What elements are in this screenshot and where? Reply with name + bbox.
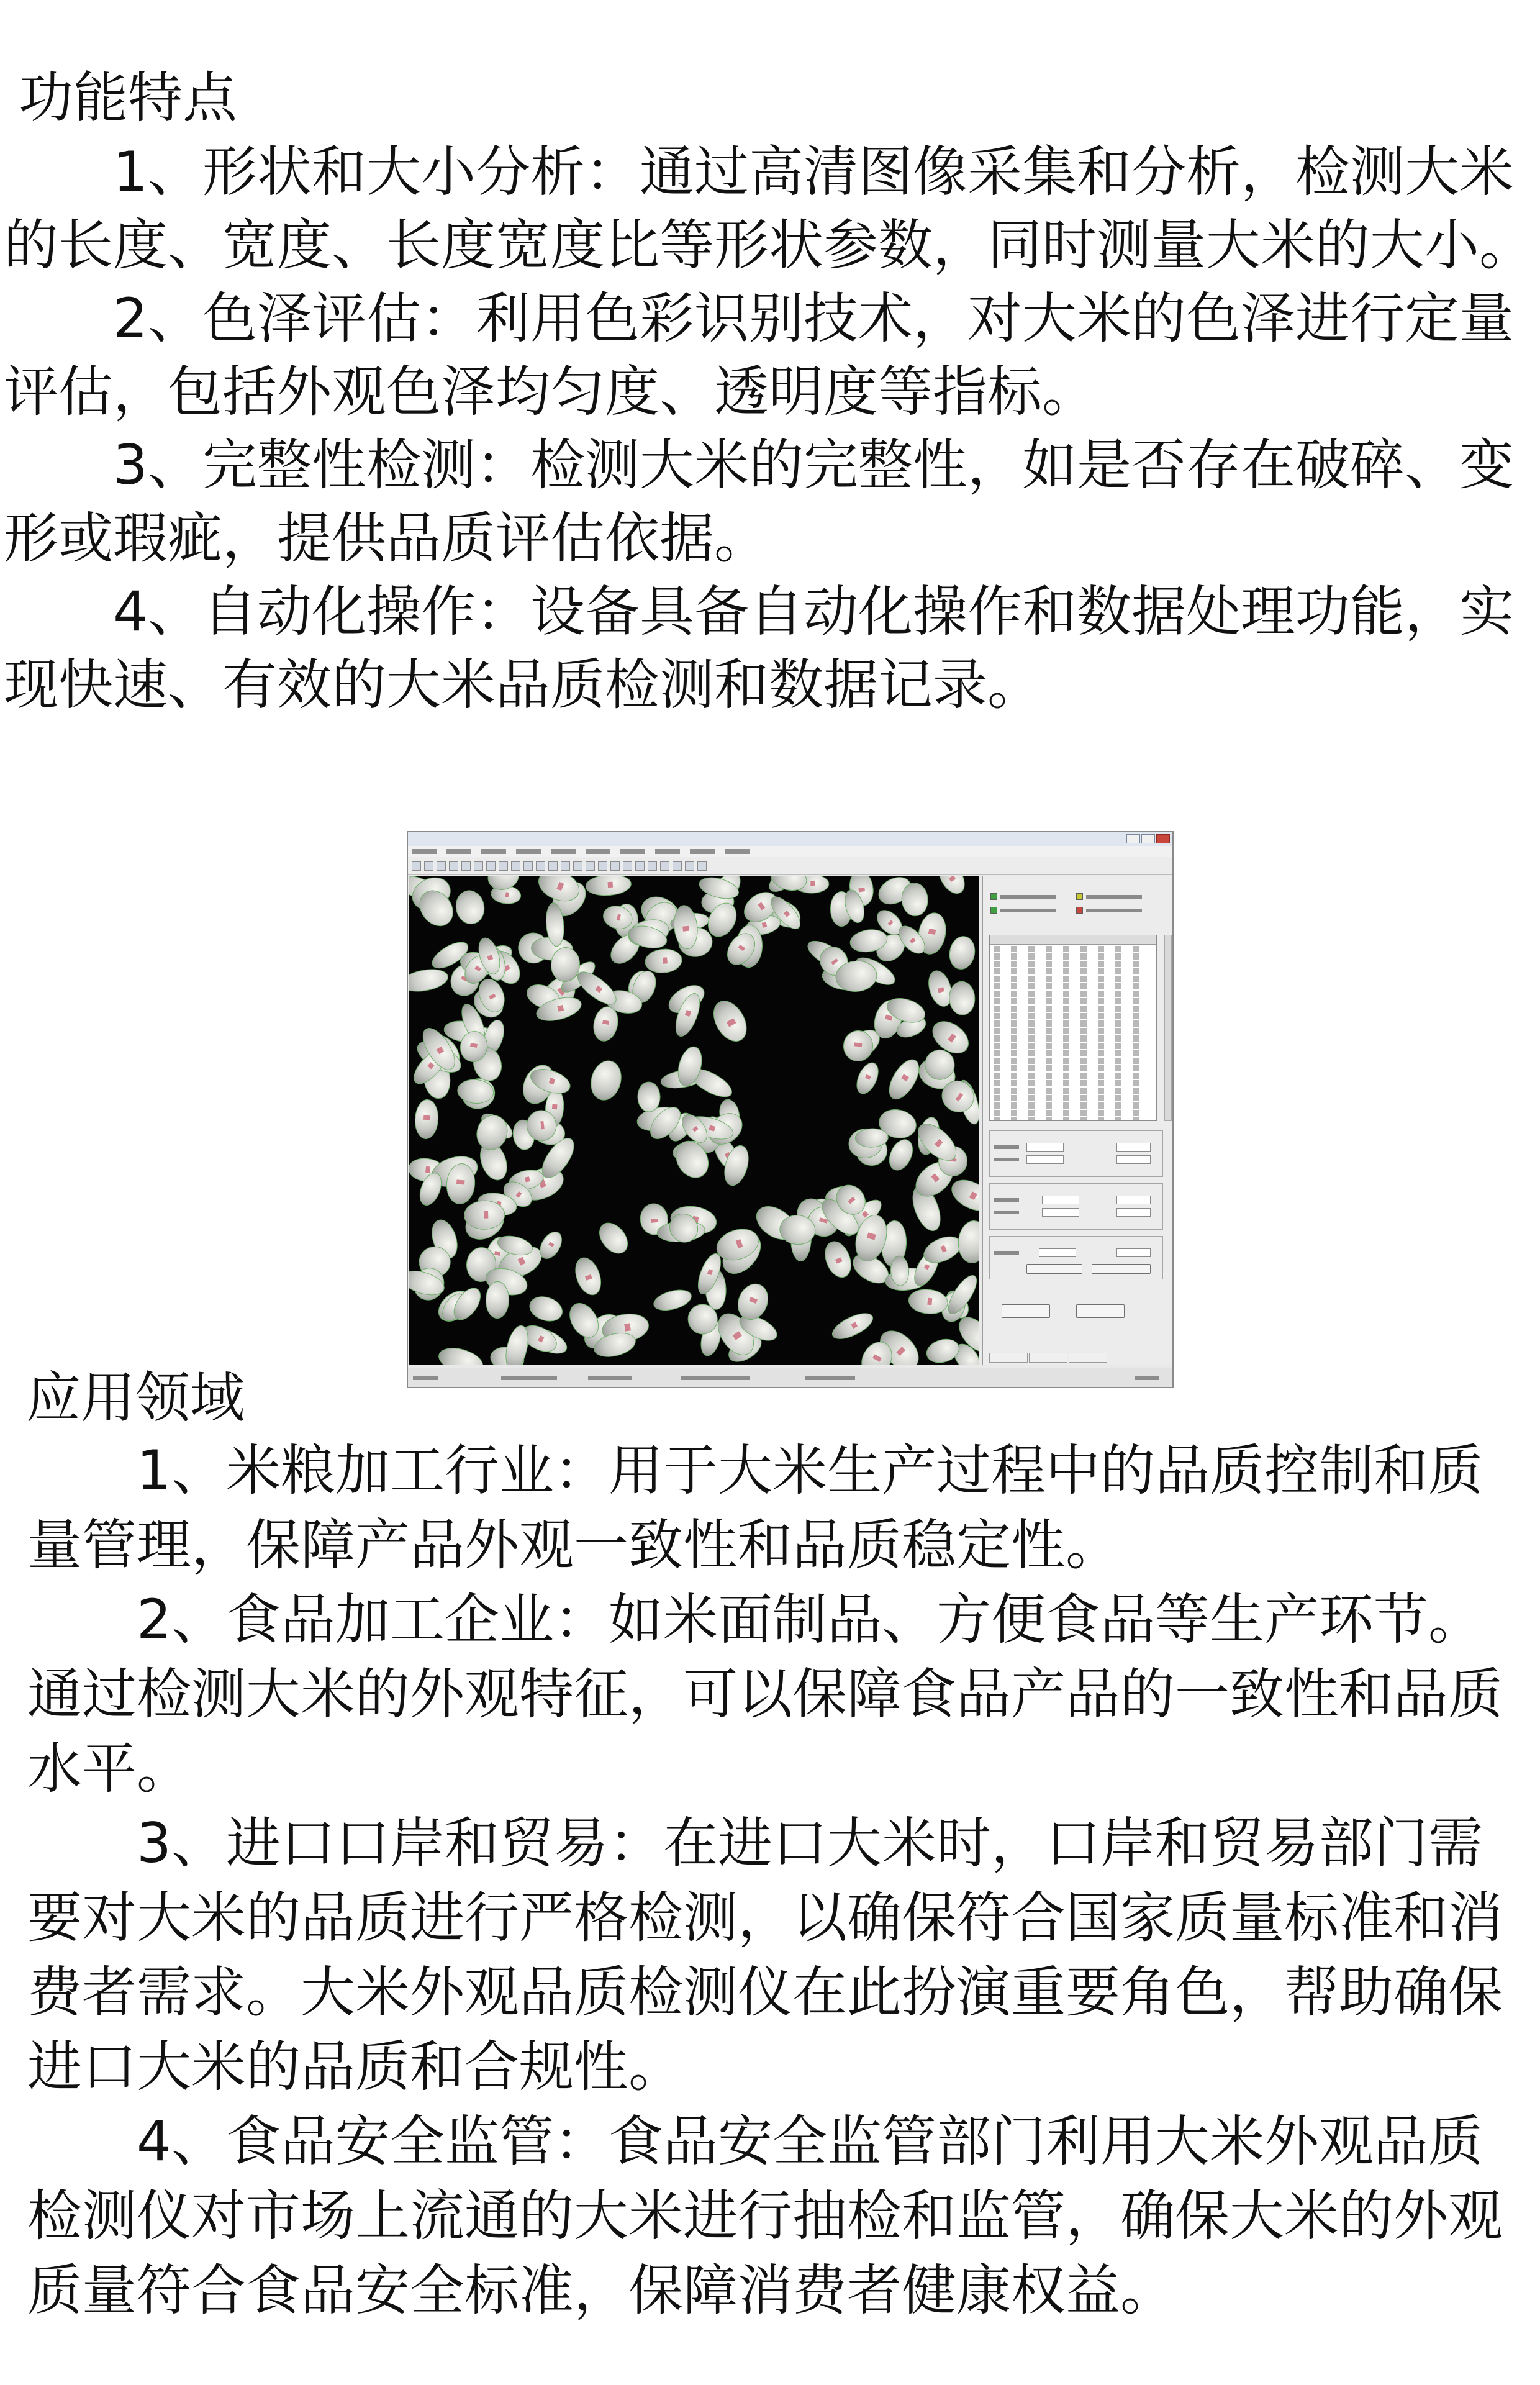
apply-button[interactable]	[1092, 1264, 1151, 1274]
menu-item[interactable]	[620, 849, 645, 854]
feature-item-4: 4、自动化操作：设备具备自动化操作和数据处理功能，实现快速、有效的大米品质检测和数据记录。	[4, 579, 1514, 717]
features-heading: 功能特点	[19, 66, 238, 130]
table-row	[994, 953, 1149, 960]
grain-label	[692, 1127, 699, 1133]
maximize-icon[interactable]	[1141, 834, 1155, 843]
rice-grain	[956, 1219, 979, 1265]
grain-label	[733, 1331, 742, 1340]
field-label	[994, 1251, 1019, 1255]
rice-grain	[585, 876, 632, 897]
toolbar-icon[interactable]	[573, 861, 582, 871]
window-title-bar	[408, 832, 1172, 847]
grain-label	[858, 887, 865, 892]
cancel-button[interactable]	[1076, 1304, 1125, 1318]
rice-analyzer-screenshot	[407, 831, 1174, 1388]
option-label	[1086, 895, 1142, 899]
menu-item[interactable]	[690, 849, 715, 854]
grain-label	[423, 1115, 429, 1120]
grain-label	[949, 876, 956, 881]
grain-label	[707, 1269, 713, 1275]
grain-label	[525, 1176, 530, 1182]
rice-grain	[526, 1292, 566, 1326]
option-label	[1086, 909, 1142, 912]
applications-list	[27, 1433, 1511, 2328]
grain-label	[738, 944, 745, 951]
option-checkbox[interactable]	[990, 893, 997, 900]
toolbar-icon[interactable]	[449, 861, 458, 871]
grain-label	[425, 1167, 430, 1174]
table-scrollbar[interactable]	[1164, 935, 1172, 1121]
feature-item-2: 2、色泽评估：利用色彩识别技术，对大米的色泽进行定量评估，包括外观色泽均匀度、透明度等指标。	[4, 286, 1514, 424]
toolbar-icon[interactable]	[437, 861, 446, 871]
grain-label	[854, 1042, 862, 1047]
grain-label	[557, 881, 564, 891]
auto-button[interactable]	[1026, 1264, 1082, 1274]
table-row	[994, 946, 1149, 952]
grain-label	[557, 1005, 564, 1012]
minimize-icon[interactable]	[1126, 834, 1140, 843]
rice-grain-image	[409, 876, 979, 1365]
value-field[interactable]	[1026, 1143, 1064, 1152]
grain-label	[931, 1174, 940, 1183]
grain-label	[538, 1336, 545, 1343]
grain-label	[516, 1191, 522, 1198]
table-row	[994, 1058, 1149, 1064]
menu-item[interactable]	[481, 849, 506, 854]
grain-label	[470, 1043, 478, 1048]
table-row	[994, 1095, 1149, 1101]
field-label	[994, 1158, 1019, 1161]
toolbar-icon[interactable]	[610, 861, 620, 871]
feature-item-1: 1、形状和大小分析：通过高清图像采集和分析，检测大米的长度、宽度、长度宽度比等形状参数，同时测量大米的大小。	[4, 140, 1534, 277]
rice-grain	[594, 1217, 634, 1259]
grain-label	[865, 1074, 871, 1079]
features-list	[4, 135, 1538, 722]
tab-2[interactable]	[1029, 1353, 1067, 1363]
grain-label	[887, 920, 894, 926]
table-row	[994, 1050, 1149, 1056]
rice-grain	[933, 876, 970, 898]
grain-label	[505, 892, 509, 897]
grain-label	[736, 1239, 743, 1248]
shape-group	[989, 1183, 1163, 1230]
grain-label	[607, 882, 613, 888]
menu-item[interactable]	[446, 849, 471, 854]
value-field[interactable]	[1116, 1208, 1151, 1217]
table-row	[994, 998, 1149, 1004]
status-segment	[413, 1376, 438, 1380]
close-icon[interactable]	[1156, 834, 1170, 843]
grain-label	[518, 1257, 526, 1266]
grain-label	[783, 911, 789, 917]
table-row	[994, 968, 1149, 974]
rice-grain	[570, 1253, 606, 1299]
ok-button[interactable]	[1002, 1304, 1050, 1318]
grain-label	[910, 937, 916, 943]
toolbar-icon[interactable]	[598, 861, 607, 871]
table-row	[994, 1102, 1149, 1109]
status-bar	[408, 1368, 1172, 1388]
toolbar-icon[interactable]	[586, 861, 595, 871]
table-row	[994, 1117, 1149, 1121]
table-row	[994, 1035, 1149, 1042]
tab-1[interactable]	[989, 1353, 1028, 1363]
table-row	[994, 1020, 1149, 1027]
rice-grain	[707, 995, 753, 1047]
field-label	[994, 1145, 1019, 1149]
grain-label	[749, 1297, 758, 1304]
grain-label	[494, 1250, 501, 1256]
value-field[interactable]	[1116, 1143, 1151, 1152]
toolbar-icon[interactable]	[523, 861, 533, 871]
toolbar-icon[interactable]	[536, 861, 545, 871]
toolbar-icon[interactable]	[697, 861, 707, 871]
rice-grain	[651, 1286, 694, 1314]
value-field[interactable]	[1026, 1155, 1064, 1164]
grain-label	[727, 1018, 736, 1026]
menu-item[interactable]	[725, 849, 750, 854]
table-row	[994, 1088, 1149, 1094]
results-panel	[982, 876, 1173, 1365]
table-row	[994, 1080, 1149, 1086]
menu-item[interactable]	[586, 849, 610, 854]
table-row	[994, 1013, 1149, 1019]
grain-label	[436, 1046, 444, 1054]
rice-grain	[409, 966, 450, 995]
table-header	[990, 935, 1156, 945]
grain-label	[551, 1104, 556, 1109]
rice-grain	[852, 1059, 882, 1097]
grain-label	[848, 1197, 856, 1204]
grain-label	[685, 1010, 692, 1017]
table-row	[994, 1028, 1149, 1034]
menu-item[interactable]	[516, 849, 541, 854]
value-field[interactable]	[1042, 1208, 1079, 1217]
table-row	[994, 1073, 1149, 1079]
grain-label	[927, 1298, 932, 1305]
table-row	[994, 1065, 1149, 1071]
option-checkbox[interactable]	[1076, 907, 1083, 914]
rice-grain	[900, 882, 929, 917]
toolbar-icon[interactable]	[673, 861, 682, 871]
grain-label	[851, 1322, 858, 1329]
grain-label	[487, 955, 493, 960]
status-segment	[681, 1376, 750, 1380]
rice-grain	[435, 1343, 486, 1365]
grain-label	[935, 1139, 943, 1148]
option-checkbox[interactable]	[990, 907, 997, 914]
applications-heading: 应用领域	[26, 1366, 245, 1430]
grain-label	[867, 1233, 876, 1240]
grain-label	[831, 958, 839, 965]
rice-grain	[948, 981, 976, 1016]
grain-label	[955, 1093, 963, 1101]
toolbar-icon[interactable]	[623, 861, 632, 871]
toolbar-icon[interactable]	[461, 861, 471, 871]
grain-label	[484, 1211, 489, 1219]
application-item-3: 3、进口口岸和贸易：在进口大米时，口岸和贸易部门需要对大米的品质进行严格检测，以确保符合国家质量标准和消费者需求。大米外观品质检测仪在此扮演重要角色，帮助确保进口大米的品质和合规性。	[27, 1811, 1503, 2099]
status-segment	[1135, 1376, 1159, 1380]
rice-grain	[644, 947, 683, 974]
grain-label	[938, 987, 944, 993]
toolbar-icon[interactable]	[412, 861, 421, 871]
rice-grain	[414, 1099, 439, 1140]
application-item-4: 4、食品安全监管：食品安全监管部门利用大米外观品质检测仪对市场上流通的大米进行抽检和监管，确保大米的外观质量符合食品安全标准，保障消费者健康权益。	[27, 2109, 1503, 2322]
grain-label	[548, 1078, 555, 1085]
rice-grain	[828, 1308, 877, 1344]
table-row	[994, 1006, 1149, 1012]
grain-label	[617, 914, 622, 921]
grain-label	[835, 1257, 842, 1263]
toolbar-icon[interactable]	[685, 861, 694, 871]
rice-grain	[485, 1281, 509, 1319]
status-segment	[805, 1376, 855, 1380]
option-label	[1000, 895, 1056, 899]
grain-label	[928, 929, 936, 935]
feature-item-3: 3、完整性检测：检测大米的完整性，如是否存在破碎、变形或瑕疵，提供品质评估依据。	[4, 433, 1514, 570]
grain-label	[602, 1019, 609, 1025]
menu-item[interactable]	[412, 849, 437, 854]
table-row	[994, 1110, 1149, 1116]
rice-grain	[820, 1237, 856, 1281]
grain-label	[758, 902, 766, 910]
table-row	[994, 991, 1149, 997]
toolbar-icon[interactable]	[561, 861, 570, 871]
grain-label	[940, 1245, 947, 1253]
table-row	[994, 1043, 1149, 1049]
value-field[interactable]	[1116, 1248, 1151, 1257]
value-field[interactable]	[1116, 1196, 1151, 1204]
grain-data-table	[989, 935, 1157, 1121]
grain-label	[651, 1219, 659, 1223]
grain-label	[969, 1191, 977, 1200]
rice-grain	[472, 1111, 512, 1154]
table-row	[994, 983, 1149, 989]
table-row	[994, 976, 1149, 982]
grain-label	[948, 1034, 956, 1043]
grain-label	[683, 926, 690, 932]
toolbar-icon[interactable]	[511, 861, 520, 871]
rice-grain	[883, 1054, 925, 1104]
option-label	[1000, 909, 1056, 912]
menu-item[interactable]	[551, 849, 576, 854]
grain-label	[901, 1074, 909, 1081]
option-checkbox[interactable]	[1076, 893, 1083, 900]
grain-label	[873, 1355, 882, 1362]
grain-label	[489, 993, 496, 999]
grain-label	[896, 1347, 905, 1356]
statistics-group	[989, 1130, 1163, 1177]
grain-label	[595, 985, 602, 993]
field-label	[994, 1198, 1019, 1202]
value-field[interactable]	[1042, 1196, 1079, 1204]
rice-grain	[885, 1136, 918, 1174]
application-item-1: 1、米粮加工行业：用于大米生产过程中的品质控制和质量管理，保障产品外观一致性和品质稳定性。	[27, 1438, 1483, 1577]
toolbar-icon[interactable]	[486, 861, 496, 871]
toolbar-icon[interactable]	[648, 861, 657, 871]
grain-label	[456, 1179, 464, 1185]
rice-grain	[453, 888, 487, 927]
application-item-2: 2、食品加工企业：如米面制品、方便食品等生产环节。通过检测大米的外观特征，可以保障食品产品的一致性和品质水平。	[27, 1588, 1503, 1801]
grain-label	[663, 957, 668, 964]
grain-label	[548, 1242, 555, 1247]
field-label	[994, 1211, 1019, 1214]
grain-label	[811, 881, 815, 886]
grain-label	[585, 1274, 592, 1281]
status-segment	[588, 1376, 632, 1380]
menu-item[interactable]	[655, 849, 680, 854]
rice-grain	[587, 1057, 626, 1104]
grain-label	[540, 1121, 545, 1130]
toolbar-icon[interactable]	[635, 861, 645, 871]
table-row	[994, 961, 1149, 967]
toolbar-icon[interactable]	[424, 861, 433, 871]
grain-label	[924, 1264, 930, 1270]
grain-label	[709, 1125, 716, 1132]
tab-3[interactable]	[1069, 1353, 1107, 1363]
toolbar-icon[interactable]	[548, 861, 558, 871]
status-segment	[501, 1376, 557, 1380]
grain-label	[762, 922, 767, 927]
value-field[interactable]	[1116, 1155, 1151, 1164]
grain-label	[861, 1211, 868, 1217]
toolbar-icon[interactable]	[660, 861, 669, 871]
toolbar-icon[interactable]	[474, 861, 483, 871]
rice-grain	[947, 934, 977, 971]
menu-bar	[408, 846, 1172, 858]
grain-label	[623, 1323, 630, 1331]
value-field[interactable]	[1039, 1248, 1076, 1257]
grain-label	[427, 1062, 435, 1069]
grain-label	[474, 965, 481, 971]
toolbar	[408, 857, 1172, 875]
toolbar-icon[interactable]	[499, 861, 508, 871]
